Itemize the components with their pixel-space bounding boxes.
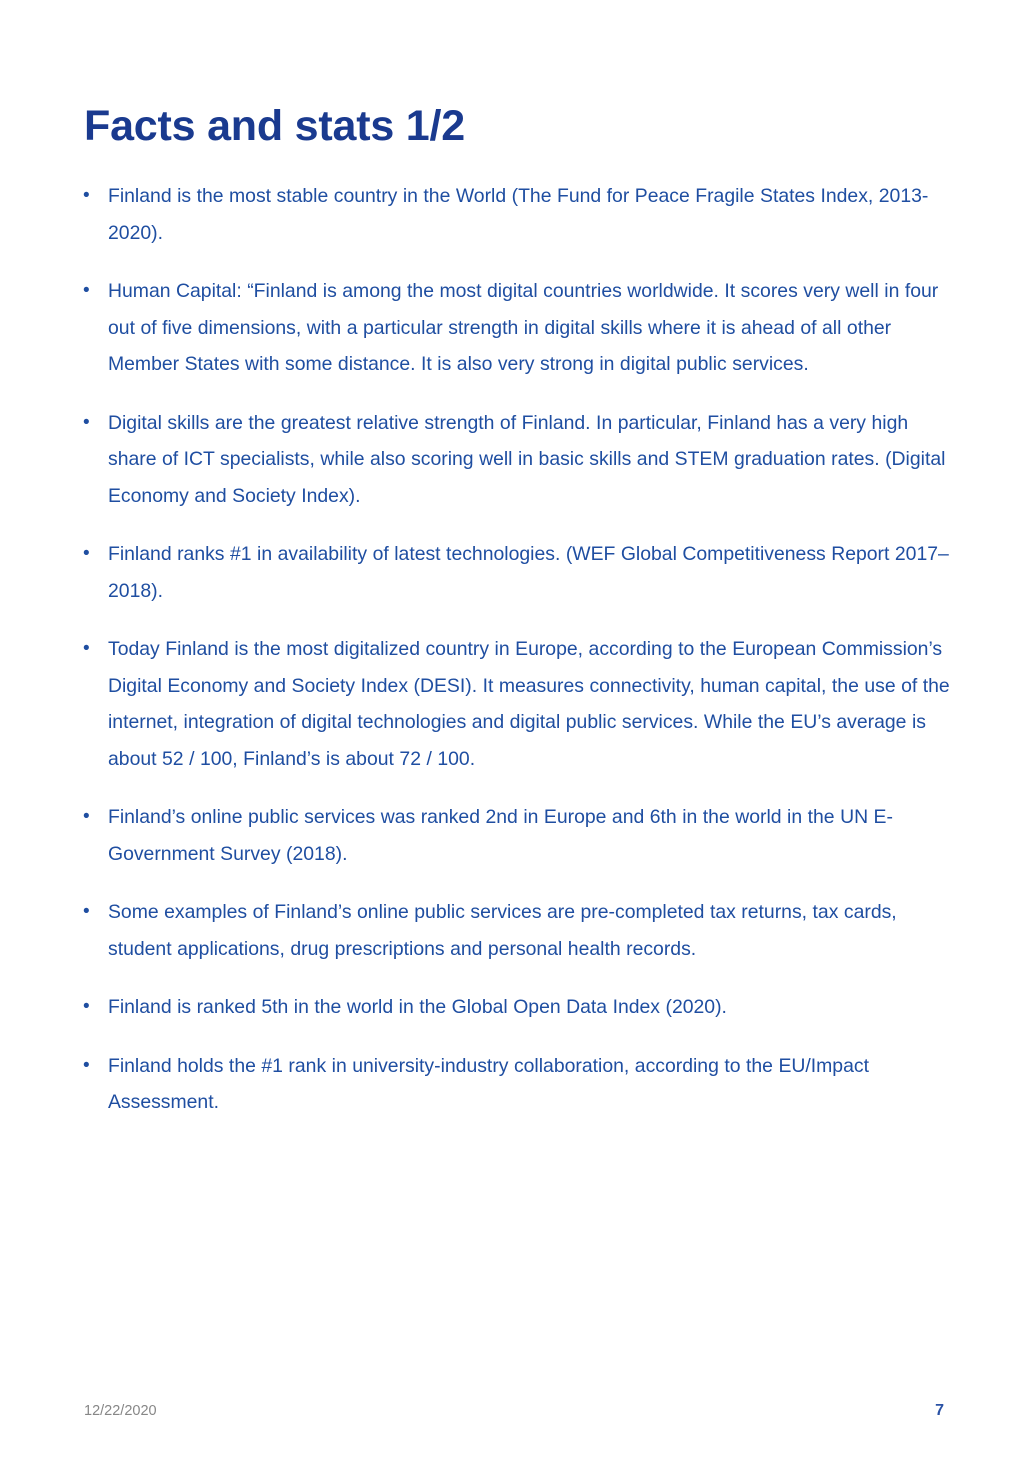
list-item-text: Digital skills are the greatest relative strength of Finland. In particular, Finland has a very high share of ICT specialists, while also scoring well in basic skills and STEM graduation rates. (Digital Economy and Society Index).	[108, 411, 946, 507]
list-item-text: Finland is the most stable country in the World (The Fund for Peace Fragile States Index, 2013-2020).	[108, 185, 929, 244]
slide-footer	[84, 1398, 944, 1424]
bullet-point-icon: •	[83, 901, 90, 922]
list-item-text: Some examples of Finland’s online public services are pre-completed tax returns, tax cards, student applications, drug prescriptions and personal health records.	[108, 901, 897, 960]
list-item-text: Finland is ranked 5th in the world in the Global Open Data Index (2020).	[108, 996, 727, 1018]
list-item-text: Finland holds the #1 rank in university-industry collaboration, according to the EU/Impact Assessment.	[108, 1054, 869, 1113]
footer-date: 12/22/2020	[84, 1402, 157, 1419]
bullet-point-icon: •	[83, 185, 90, 206]
list-item-text: Finland ranks #1 in availability of latest technologies. (WEF Global Competitiveness Report 2017–2018).	[108, 543, 949, 602]
page-number: 7	[935, 1402, 944, 1419]
list-item	[80, 405, 950, 515]
list-item-text: Today Finland is the most digitalized country in Europe, according to the European Commission’s Digital Economy and Society Index (DESI). It measures connectivity, human capital, the use of the internet, integration of digital technologies and digital public services. While the EU’s average is about 52 / 100, Finland’s is about 72 / 100.	[108, 638, 950, 770]
bullet-point-icon: •	[83, 806, 90, 827]
bullet-point-icon: •	[83, 638, 90, 659]
list-item	[80, 799, 950, 872]
list-item	[80, 536, 950, 609]
bullet-point-icon: •	[83, 543, 90, 564]
bullet-point-icon: •	[83, 1054, 90, 1076]
list-item	[80, 989, 950, 1026]
bullet-point-icon: •	[83, 996, 90, 1017]
bullet-point-icon: •	[83, 411, 90, 433]
list-item	[80, 178, 950, 251]
list-item	[80, 1048, 950, 1121]
bullet-list	[80, 178, 950, 1121]
list-item-text: Finland’s online public services was ranked 2nd in Europe and 6th in the world in the UN E-Government Survey (2018).	[108, 806, 893, 865]
page-title: Facts and stats 1/2	[84, 101, 465, 150]
list-item-text: Human Capital: “Finland is among the most digital countries worldwide. It scores very well in four out of five dimensions, with a particular strength in digital skills where it is ahead of all other Member States with some distance. It is also very strong in digital public services.	[108, 280, 939, 375]
list-item	[80, 273, 950, 383]
list-item	[80, 894, 950, 967]
bullet-point-icon: •	[83, 280, 90, 301]
list-item	[80, 631, 950, 777]
